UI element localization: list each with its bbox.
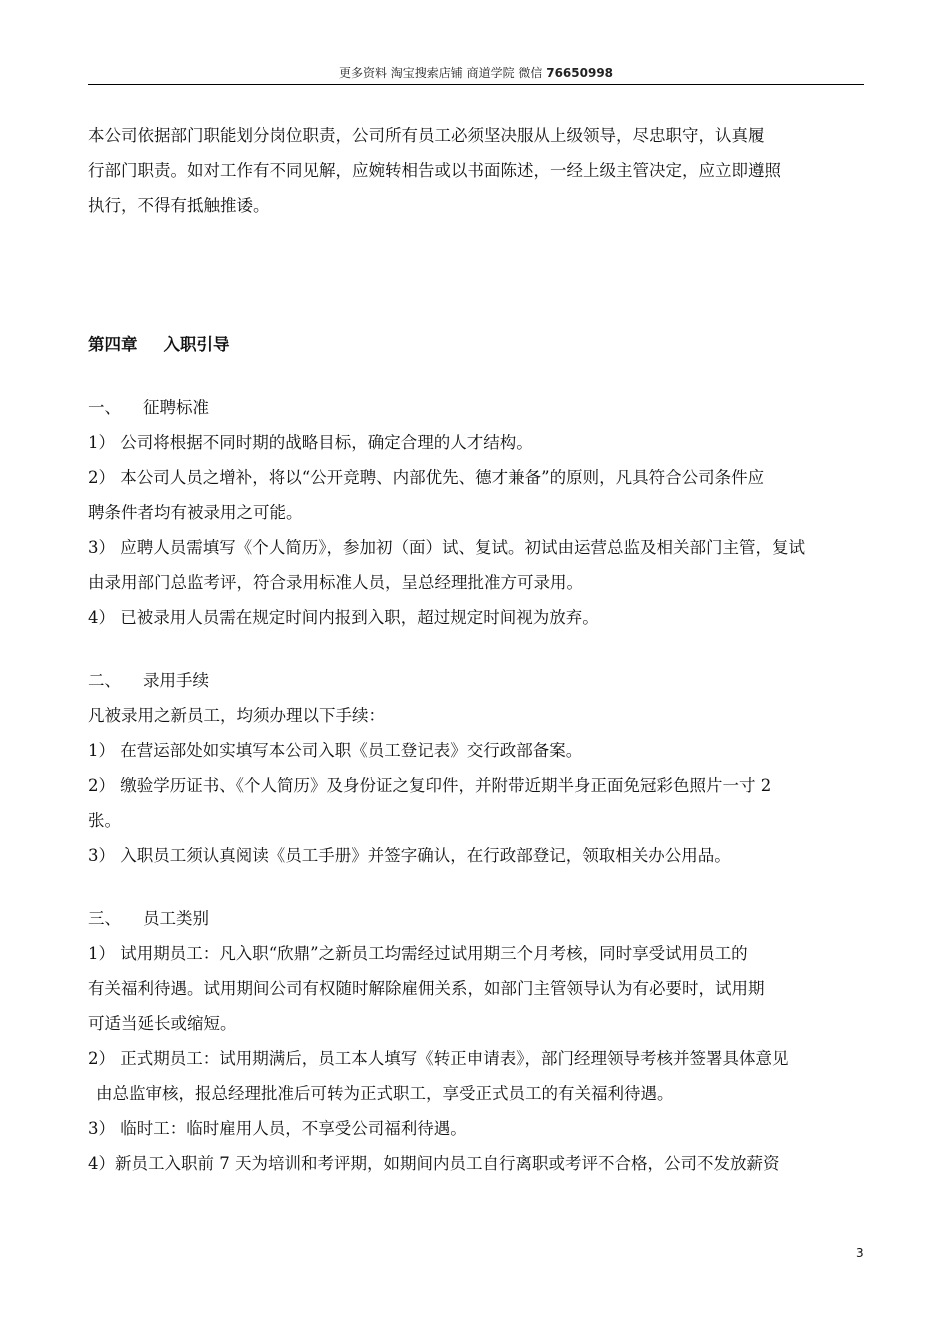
section-line: 有关福利待遇。试用期间公司有权随时解除雇佣关系，如部门主管领导认为有必要时，试用期: [88, 979, 765, 998]
document-body: [88, 118, 864, 1181]
intro-paragraph: [88, 118, 864, 223]
section-line: 凡被录用之新员工，均须办理以下手续：: [88, 706, 385, 725]
section-line: 1） 试用期员工：凡入职“欣鼎”之新员工均需经过试用期三个月考核，同时享受试用员工的: [88, 944, 748, 963]
intro-line: 本公司依据部门职能划分岗位职责，公司所有员工必须坚决服从上级领导，尽忠职守，认真履: [88, 126, 765, 145]
section-line: 由录用部门总监考评，符合录用标准人员，呈总经理批准方可录用。: [88, 573, 583, 592]
chapter-number: 第四章: [88, 335, 138, 354]
section-line: 2） 缴验学历证书、《个人简历》及身份证之复印件，并附带近期半身正面免冠彩色照片一寸 2: [88, 776, 772, 795]
header-text: 更多资料 淘宝搜索店铺 商道学院 微信: [338, 66, 547, 80]
section-line: 由总监审核，报总经理批准后可转为正式职工，享受正式员工的有关福利待遇。: [96, 1084, 674, 1103]
section-line: 聘条件者均有被录用之可能。: [88, 503, 303, 522]
section-heading: [88, 663, 864, 698]
header-rule: [88, 84, 864, 85]
intro-line: 行部门职责。如对工作有不同见解，应婉转相告或以书面陈述，一经上级主管决定，应立即遵照: [88, 161, 781, 180]
section-line: 3） 应聘人员需填写《个人简历》，参加初（面）试、复试。初试由运营总监及相关部门主管，复试: [88, 538, 805, 557]
page-number: 3: [856, 1246, 864, 1260]
section-recruitment-standards: [88, 390, 864, 635]
section-line: 1） 在营运部处如实填写本公司入职《员工登记表》交行政部备案。: [88, 741, 583, 760]
page-header: [88, 64, 864, 81]
section-title: 征聘标准: [143, 398, 209, 417]
section-line: 可适当延长或缩短。: [88, 1014, 237, 1033]
section-line: 4） 已被录用人员需在规定时间内报到入职，超过规定时间视为放弃。: [88, 608, 599, 627]
chapter-heading: [88, 327, 864, 362]
section-heading: [88, 390, 864, 425]
section-heading: [88, 901, 864, 936]
section-line: 3） 入职员工须认真阅读《员工手册》并签字确认，在行政部登记，领取相关办公用品。: [88, 846, 731, 865]
section-line: 4）新员工入职前 7 天为培训和考评期，如期间内员工自行离职或考评不合格，公司不发放薪资: [88, 1154, 780, 1173]
section-line: 3） 临时工：临时雇用人员，不享受公司福利待遇。: [88, 1119, 467, 1138]
section-title: 员工类别: [143, 909, 209, 928]
section-employee-categories: [88, 901, 864, 1181]
header-wechat-id: 76650998: [546, 66, 614, 80]
section-hiring-procedures: [88, 663, 864, 873]
section-title: 录用手续: [143, 671, 209, 690]
section-number: 三、: [88, 909, 121, 928]
intro-line: 执行，不得有抵触推诿。: [88, 196, 270, 215]
section-number: 一、: [88, 398, 121, 417]
section-line: 张。: [88, 811, 121, 830]
section-number: 二、: [88, 671, 121, 690]
section-line: 2） 本公司人员之增补，将以“公开竞聘、内部优先、德才兼备”的原则，凡具符合公司条件应: [88, 468, 765, 487]
section-line: 1） 公司将根据不同时期的战略目标，确定合理的人才结构。: [88, 433, 533, 452]
chapter-title: 入职引导: [163, 335, 230, 354]
section-line: 2） 正式期员工：试用期满后，员工本人填写《转正申请表》，部门经理领导考核并签署具体意见: [88, 1049, 789, 1068]
